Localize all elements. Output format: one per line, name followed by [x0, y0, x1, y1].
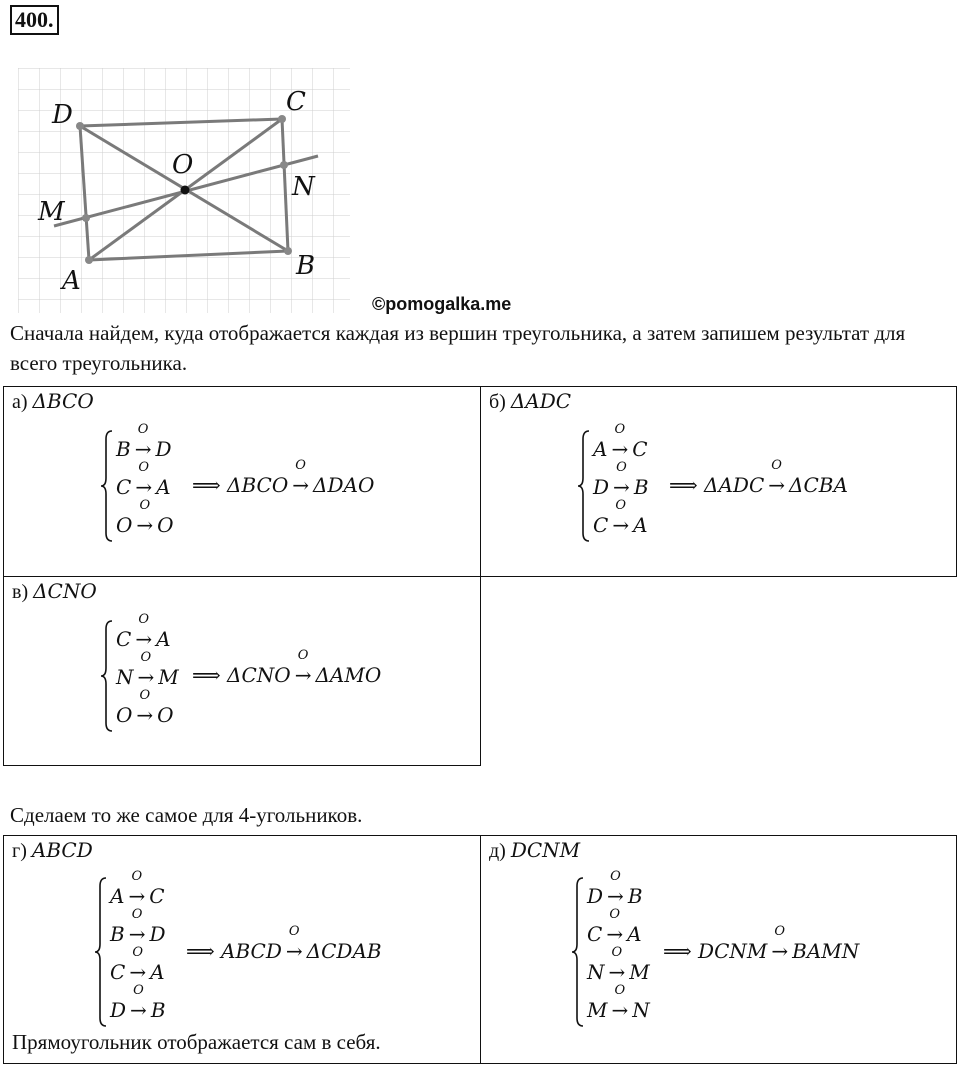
mapping-row — [116, 498, 174, 537]
mapping-target: A — [156, 627, 171, 651]
arrow-icon: → O — [136, 688, 154, 727]
arrow-icon: → O — [613, 460, 630, 499]
mapping-source: C — [587, 922, 603, 946]
geometry-figure — [18, 68, 350, 313]
cell-a — [3, 386, 481, 577]
mapping-target: B — [150, 998, 166, 1022]
implies-icon: ⟹ — [669, 473, 705, 497]
mapping-row — [587, 907, 642, 946]
mapping-row — [116, 612, 171, 651]
arrow-center-label: O — [615, 498, 627, 513]
arrow-center-label: O — [131, 907, 143, 922]
arrow-center-label: O — [614, 422, 626, 437]
label-n: N — [292, 172, 315, 202]
mapping-row — [593, 422, 648, 461]
mapping-source: O — [116, 513, 133, 537]
cell-a-label: а) ΔBCO — [12, 389, 94, 413]
mapping-source: N — [587, 960, 605, 984]
mapping-target: B — [633, 475, 649, 499]
problem-number: 400. — [10, 5, 59, 35]
mapping-result — [669, 458, 848, 497]
brace-icon — [100, 429, 114, 543]
result-source: ΔBCO — [227, 473, 289, 497]
implies-icon: ⟹ — [192, 473, 228, 497]
brace-icon — [577, 429, 591, 543]
arrow-center-label: O — [131, 869, 143, 884]
arrow-icon: → O — [606, 907, 624, 946]
arrow-icon: → O — [611, 422, 629, 461]
arrow-center-label: O — [138, 612, 150, 627]
arrow-center-label: O — [133, 983, 144, 998]
arrow-center-label: O — [139, 688, 151, 703]
arrow-icon: → O — [128, 907, 146, 946]
arrow-icon: → O — [612, 498, 630, 537]
result-source: DCNM — [698, 939, 768, 963]
mapping-row — [587, 983, 650, 1022]
cell-c — [3, 576, 481, 766]
implies-icon: ⟹ — [663, 939, 699, 963]
arrow-icon: → O — [135, 460, 153, 499]
mapping-target: B — [627, 884, 643, 908]
brace-icon — [571, 876, 585, 1028]
arrow-center-label: O — [297, 648, 309, 663]
brace-icon — [100, 619, 114, 733]
point-a — [85, 256, 93, 264]
arrow-icon: → O — [136, 498, 154, 537]
mapping-source: D — [587, 884, 604, 908]
arrow-center-label: O — [774, 924, 786, 939]
mapping-source: A — [593, 437, 608, 461]
arrow-center-label: O — [611, 945, 623, 960]
mapping-result — [192, 458, 375, 497]
mapping-target: A — [633, 513, 648, 537]
arrow-center-label: O — [771, 458, 782, 473]
mapping-result — [186, 924, 382, 963]
mapping-row — [116, 688, 174, 727]
mapping-source: C — [110, 960, 126, 984]
mid-text: Сделаем то же самое для 4-угольников. — [10, 803, 363, 827]
mapping-result — [192, 648, 382, 687]
point-c — [278, 115, 286, 123]
mapping-result — [663, 924, 860, 963]
label-o: O — [172, 150, 194, 180]
mapping-row — [593, 460, 649, 499]
result-target: ΔCDAB — [306, 939, 382, 963]
label-c: C — [286, 87, 306, 117]
mapping-source: B — [110, 922, 125, 946]
mapping-source: D — [593, 475, 610, 499]
implies-icon: ⟹ — [192, 663, 228, 687]
label-d: D — [52, 100, 73, 130]
mapping-target: M — [629, 960, 650, 984]
mapping-source: N — [116, 665, 134, 689]
mapping-row — [110, 983, 166, 1022]
arrow-center-label: O — [614, 983, 626, 998]
arrow-center-label: O — [288, 924, 300, 939]
mapping-target: A — [156, 475, 171, 499]
label-a: A — [62, 266, 81, 296]
mapping-target: A — [150, 960, 165, 984]
mapping-target: C — [149, 884, 165, 908]
arrow-center-label: O — [610, 869, 621, 884]
mapping-row — [587, 945, 650, 984]
implies-icon: ⟹ — [186, 939, 222, 963]
mapping-source: C — [116, 627, 132, 651]
arrow-icon: → O — [771, 924, 789, 963]
arrow-icon: → O — [292, 458, 310, 497]
cell-d — [3, 835, 481, 1064]
arrow-center-label: O — [138, 460, 150, 475]
cell-e-label: д) DCNM — [489, 838, 581, 862]
cell-b — [480, 386, 957, 577]
result-target: BAMN — [792, 939, 860, 963]
mapping-target: A — [627, 922, 642, 946]
result-source: ΔCNO — [227, 663, 291, 687]
point-o — [181, 186, 190, 195]
mapping-row — [587, 869, 643, 908]
watermark: ©pomogalka.me — [372, 294, 512, 314]
arrow-icon: → O — [135, 612, 153, 651]
mapping-source: B — [116, 437, 131, 461]
result-target: ΔCBA — [789, 473, 848, 497]
point-n — [280, 161, 288, 169]
arrow-icon: → O — [768, 458, 786, 497]
point-m — [82, 214, 90, 222]
mapping-target: O — [157, 513, 174, 537]
cell-c-label: в) ΔCNO — [12, 579, 97, 603]
mapping-row — [110, 945, 165, 984]
cell-b-label: б) ΔADC — [489, 389, 572, 413]
result-target: ΔAMO — [315, 663, 382, 687]
arrow-center-label: O — [139, 498, 151, 513]
arrow-center-label: O — [616, 460, 627, 475]
mapping-row — [110, 869, 165, 908]
mapping-row — [116, 460, 171, 499]
mapping-target: M — [158, 665, 179, 689]
result-source: ΔADC — [704, 473, 765, 497]
mapping-target: O — [157, 703, 174, 727]
mapping-source: A — [110, 884, 125, 908]
cell-d-label: г) ABCD — [12, 838, 93, 862]
label-b: B — [296, 251, 316, 281]
mapping-target: D — [155, 437, 172, 461]
mapping-source: C — [593, 513, 609, 537]
label-m: M — [38, 197, 65, 227]
mapping-row — [116, 422, 172, 461]
point-b — [284, 247, 292, 255]
cell-e — [480, 835, 957, 1064]
mapping-row — [116, 650, 179, 689]
result-target: ΔDAO — [313, 473, 375, 497]
arrow-icon: → O — [137, 650, 155, 689]
arrow-center-label: O — [140, 650, 152, 665]
arrow-icon: → O — [130, 983, 147, 1022]
mapping-source: D — [110, 998, 127, 1022]
result-source: ABCD — [221, 939, 282, 963]
arrow-icon: → O — [607, 869, 624, 908]
brace-icon — [94, 876, 108, 1028]
arrow-center-label: O — [295, 458, 306, 473]
arrow-icon: → O — [128, 869, 146, 908]
arrow-icon: → O — [285, 924, 303, 963]
arrow-icon: → O — [611, 983, 629, 1022]
arrow-icon: → O — [608, 945, 626, 984]
intro-text: Сначала найдем, куда отображается каждая из вершин треугольника, а затем запишем результат для всего треугольника. — [10, 321, 906, 375]
arrow-center-label: O — [137, 422, 149, 437]
arrow-icon: → O — [129, 945, 147, 984]
mapping-target: D — [149, 922, 166, 946]
arrow-center-label: O — [609, 907, 621, 922]
cell-d-note: Прямоугольник отображается сам в себя. — [12, 1030, 381, 1054]
mapping-target: C — [632, 437, 648, 461]
arrow-center-label: O — [132, 945, 144, 960]
arrow-icon: → O — [294, 648, 312, 687]
mapping-row — [110, 907, 166, 946]
mapping-source: O — [116, 703, 133, 727]
mapping-target: N — [632, 998, 650, 1022]
mapping-row — [593, 498, 648, 537]
mapping-source: M — [587, 998, 608, 1022]
point-d — [76, 122, 84, 130]
mapping-source: C — [116, 475, 132, 499]
arrow-icon: → O — [134, 422, 152, 461]
